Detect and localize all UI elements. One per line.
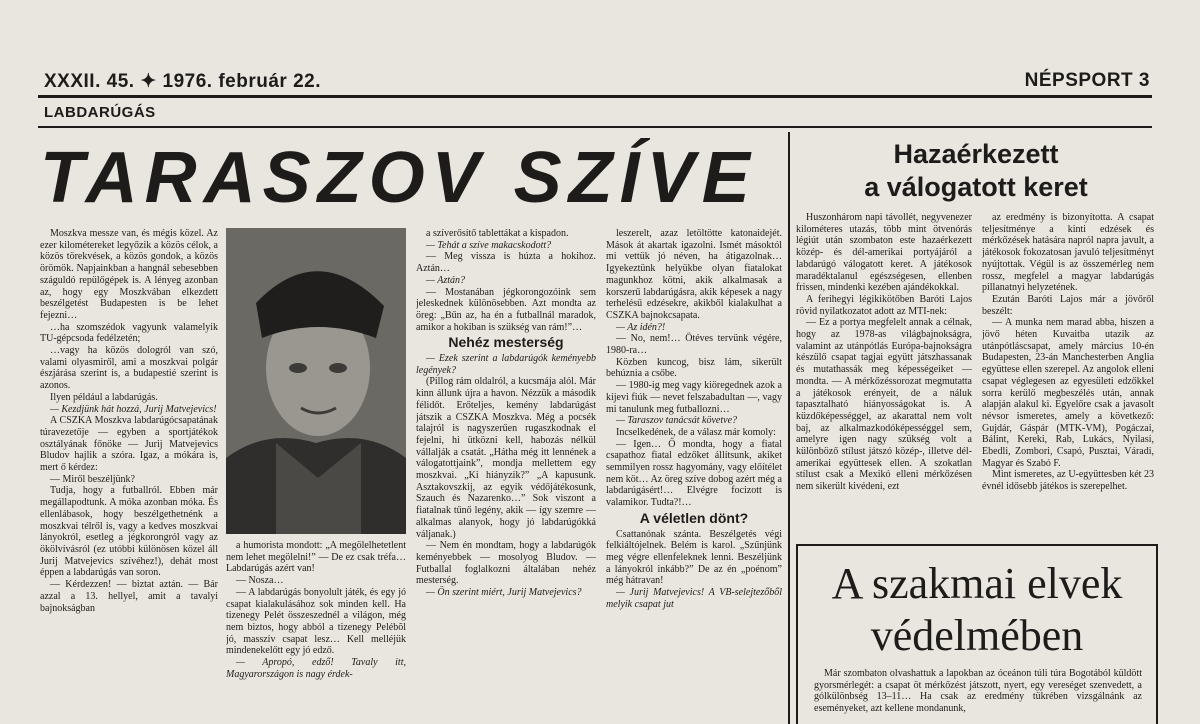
paragraph: — Kezdjünk hát hozzá, Jurij Matvejevics! [50,403,217,415]
paragraph: — 1980-ig meg vagy kiöregednek azok a kijevi fiúk — nevet felszabadultan —, vagy mi tanulunk meg futballozni… [606,380,782,415]
paragraph: Csattanónak szánta. Beszélgetés végi felkiáltójelnek. Belém is karol. „Szűnjünk meg végre ellenfeleknek lenni. Beszéljünk a lányokról inkább?” De az én „poénom” még hátravan! [606,528,782,587]
paragraph: — A munka nem marad abba, hiszen a jövő héten Kuvaitba utazik az utánpótláscsapat, amely március 10-én Budapesten, 23-án Manchesterben Anglia együttese ellen szerepel. Az angolok elleni csapat véglegesen az egyesületi edzőkkel sorra kerülő megbeszélés után, annak alapján alakul ki. Egyelőre csak a javasolt névsor ismeretes, amely a következő: Gujdár, Gáspár (MTK-VM), Pogáczai, Bálint, Kereki, Rab, Lukács, Nyilasi, Ebedli, Zombori, Csapó, Pusztai, Váradi, Magyar és Szabó F. [982,317,1154,469]
right-headline-line-1: Hazaérkezett [893,139,1059,169]
paragraph: — Ön szerint miért, Jurij Matvejevics? [426,587,582,599]
paragraph: Incselkedének, de a válasz már komoly: [616,426,776,438]
paragraph: — Meg vissza is húzta a hokihoz. Aztán… [416,251,596,275]
top-rule [38,95,1152,98]
paragraph: A ferihegyi légikikötőben Baróti Lajos rövid nyilatkozatot adott az MTI-nek: [796,293,972,317]
paragraph: — Ez a portya megfelelt annak a célnak, hogy az 1978-as világbajnokságra, valamint az utánpótlás Európa-bajnokságra készülő csapat tagjai együtt játszhassanak és mutathassák meg képességeiket — mondta. — A mérkőzéssorozat megmutatta a játékosok erényeit, de a náluk tapasztalható hiányosságokat is. A küzdőképességgel, az akarattal nem volt baj, az alkalmazkodóképességgel sem, amelyre igen nagy szükség volt a különböző stílust játszó közép-, illetve dél-amerikai együttesek ellen. A szokatlan stílust csak a Mexikó elleni mérkőzésen nem sikerült kivédeni, ezt [796,317,972,493]
paragraph: — Nosza… [236,575,284,587]
paragraph: Moszkva messze van, és mégis közel. Az ezer kilométereket legyőzik a közös célok, a közös törekvések, a közös gondok, a közös örömök. Napjainkban a hangnál sebesebben száguldó repülőgépek is. A lényeg azonban az, hogy egy Moszkvában elkezdett beszélgetést Budapesten is be lehet fejezni… [40,228,218,321]
article-column-2 [226,540,406,724]
paragraph: — Kérdezzen! — biztat aztán. — Bár azzal a 13. hellyel, amit a tavalyi bajnokságban [40,579,218,614]
boxed-story [796,544,1158,724]
paragraph: A CSZKA Moszkva labdarúgócsapatának túravezetője — egyben a sportjátékok osztályának főnöke — Jurij Matvejevics Bludov hajlik a szóra. Igaz, a mókára is, mert ő kérdez: [40,415,218,474]
right-headline [800,138,1152,204]
boxed-title-line-1: A szakmai elvek [831,559,1123,608]
article-column-3 [416,228,596,724]
paragraph: a szíverősítő tablettákat a kispadon. [426,228,569,239]
paragraph: — Miről beszéljünk? [50,473,135,485]
paragraph: Ezután Baróti Lajos már a jövőről beszélt: [982,293,1154,317]
boxed-story-title [798,558,1156,662]
subheading: A véletlen dönt? [639,509,749,526]
paragraph: …vagy ha közös dologról van szó, valami olyasmiről, ami a moszkvai polgár észjárása szerint is, a budapestié szerint is azonos. [40,345,218,392]
masthead [44,70,1150,98]
section-label: LABDARÚGÁS [44,104,156,121]
issue-date: XXXII. 45. ✦ 1976. február 22. [44,71,322,92]
paragraph: — Mostanában jégkorongozóink sem jeleskednek különösebben. Azt mondta az öreg: „Bűn az, ha én a futballnál maradok, amikor a hokiban is szükség van rám!”… [416,286,596,333]
paragraph: …ha szomszédok vagyunk valamelyik TU-gépcsoda fedélzetén; [40,321,218,345]
paragraph: — Igen… Ő mondta, hogy a fiatal csapathoz fiatal edzőket állítsunk, akiket semmilyen rossz hagyomány, vagy előítélet nem köt… Az öreg szíve dobog azért még a labdarúgásért!… Elvégre focizott is valamikor. Tudta?!… [606,438,782,509]
paragraph: — Nem én mondtam, hogy a labdarúgók keményebbek — mosolyog Bludov. — Futballal foglalkozni általában nehéz mesterség. [416,540,596,587]
portrait-photo [226,228,406,534]
paragraph: leszerelt, azaz letöltötte katonaidejét. Mások át akartak igazolni. Ismét másoktól mi vettük jó néven, ha átigazolnak… Igyekeztünk helyükbe olyan fiatalokat magunkhoz kötni, akik alkalmasak a korszerű labdarúgásra, akik képesek a nagy terhelésű edzésekre, akikből kialakulhat a CSZKA bajnokcsapata. [606,228,782,321]
paragraph: Tudja, hogy a futballról. Ebben már megállapodtunk. A móka azonban móka. És ellenlábasok, hogy beszélgethetnénk a moszkvai télről is, vagy a kedves moszkvai lányokról, esetleg a jégkorongról vagy az ökölvívásról (ez utóbbi különösen közel áll Jurij Matvejevics szívéhez!), dehát most éppen a labdarúgás van soron. [40,485,218,579]
paragraph: Mint ismeretes, az U-együttesben két 23 évnél idősebb játékos is szerepelhet. [982,469,1154,493]
paragraph: Huszonhárom napi távollét, negyvenezer kilométeres utazás, több mint ötvenórás légiút után szombaton este hazaérkezett közép- és dél-amerikai portyájáról a labdarúgó válogatott keret. A játékosok maradéktalanul egészségesen, ellenben frissen, mindenki kezében ajándékokkal. [796,212,972,294]
paragraph: — Ezek szerint a labdarúgók keményebb legények? [416,353,596,376]
article-column-4 [606,228,782,724]
right-column-a [796,212,972,534]
paragraph: — A labdarúgás bonyolult játék, és egy jó csapat kialakulásához sok minden kell. Ha tizenegy Pelét összeszednél a világon, még nem biztos, hogy abból a tizenegy Pelébõl jó, masszív csapat lesz… Kell melléjük mindenekelőtt egy jó edző. [226,586,406,657]
column-divider [788,132,790,724]
paragraph: (Pillog rám oldalról, a kucsmája alól. Már kinn állunk újra a havon. Nézzük a második félidőt. Erőteljes, kemény labdarúgást játszik a CSZKA Moszkva. Még a pocsék talajról is nagyszerűen rugaszkodnak el fejelni, hi ütközni kell, habozás nélkül vállalják a csatát. „Hátha még itt lennének a válogatottjaink”, mondja mellettem egy moszkvai. „Ki hiányzik?” „A kapusunk. Asztakovszkij, az egyik védőjátékosunk, Szauch és Nazarenko…” Sok viszont a fiatalnak tűnő legény, akik — így szemre — alkalmas alanyok, hogy jó labdarúgókká váljanak.) [416,376,596,540]
paragraph: — Az idén?! [616,321,666,333]
paragraph: — Tehát a szíve makacskodott? [426,239,552,251]
portrait-image [226,228,406,534]
paragraph: — Taraszov tanácsát követve? [616,415,738,427]
paragraph: Ilyen például a labdarúgás. [50,391,158,403]
section-rule [38,126,1152,128]
article-column-1 [40,228,218,724]
right-headline-line-2: a válogatott keret [864,172,1088,202]
paper-name-page: NÉPSPORT 3 [1024,70,1150,91]
paragraph: az eredmény is bizonyította. A csapat teljesítménye a kinti edzések és mérkőzések hatására napról napra javult, a játékosok fokozatosan javuló teljesítményt nyújtottak. Végül is az összemérleg nem rossz, megfelel a magyar labdarúgás pillanatnyi helyzetének. [982,212,1154,294]
right-column-b [982,212,1154,534]
paragraph: — No, nem!… Ötéves tervünk végére, 1980-ra… [606,333,782,357]
paragraph: Már szombaton olvashattuk a lapokban az óceánon túli túra Bogotából küldött gyorsmérlegét: a csapat öt mérkőzést játszott, nyert, egy vereséget szenvedett, a gólkülönbség 13–11… Ha csak az eredmény tükrében vizsgálnánk az eseményeket, azt kellene mondanunk, [814,668,1142,715]
paragraph: a humorista mondott: „A megölelhetetlent nem lehet megölelni!” — De ez csak tréfa… Labdarúgás azért van! [226,540,406,575]
boxed-title-line-2: védelmében [870,611,1084,660]
subheading: Nehéz mesterség [448,334,564,351]
paragraph: — Jurij Matvejevics! A VB-selejtezőből melyik csapat jut [606,587,782,610]
boxed-story-text [814,668,1142,724]
paragraph: Közben kuncog, bisz lám, sikerült behúznia a csőbe. [606,356,782,380]
paragraph: — Aztán? [426,274,465,286]
article-headline: TARASZOV SZÍVE [40,138,757,218]
paragraph: — Apropó, edző! Tavaly itt, Magyarországon is nagy érdek- [226,657,406,680]
